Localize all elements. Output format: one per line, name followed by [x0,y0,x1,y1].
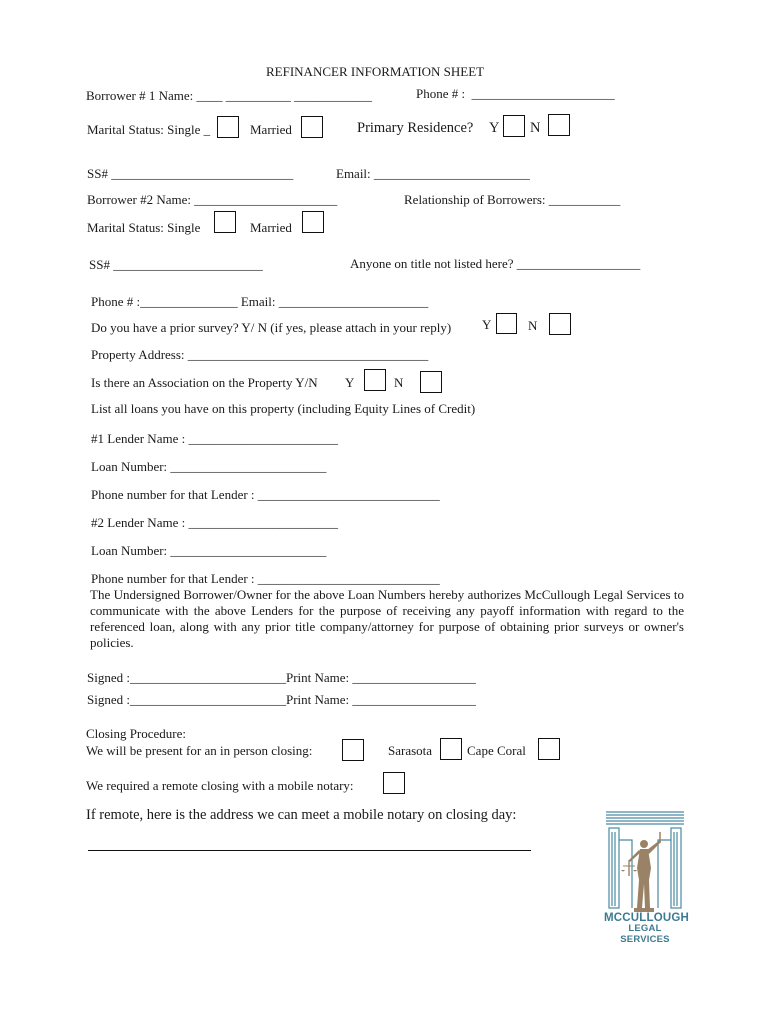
primary-residence-no-checkbox[interactable] [548,114,570,136]
phone1-field[interactable]: Phone # : ______________________ [416,86,615,101]
email1-field[interactable]: Email: ________________________ [336,166,530,181]
marital2-married-label: Married [250,220,292,235]
property-address-field[interactable]: Property Address: _____________________________________ [91,347,429,362]
lender1-name-field[interactable]: #1 Lender Name : _______________________ [91,431,338,446]
association-label: Is there an Association on the Property Y/N [91,375,318,390]
prior-survey-no-label: N [528,318,538,333]
authorization-paragraph: The Undersigned Borrower/Owner for the above Loan Numbers hereby authorizes McCullough Legal Services to communicate with the above Lenders for the purpose of receiving any payoff information with regard to the referenced loan, along with any prior title company/attorney for purpose of obtaining prior surveys or owner's policies. [90,587,684,650]
association-yes-checkbox[interactable] [364,369,386,391]
prior-survey-yes-label: Y [482,317,492,332]
marital1-married-label: Married [250,122,292,137]
logo-subtitle-text: LEGAL SERVICES [620,923,670,945]
borrower1-name-field[interactable]: Borrower # 1 Name: ____ __________ ____________ [86,88,372,103]
prior-survey-yes-checkbox[interactable] [496,313,517,334]
marital2-single-label: Marital Status: Single [87,220,201,235]
remote-closing-checkbox[interactable] [383,772,405,794]
logo-name-text: MCCULLOUGH [604,912,690,924]
association-no-checkbox[interactable] [420,371,442,393]
cape-coral-checkbox[interactable] [538,738,560,760]
marital1-single-label: Marital Status: Single _ [87,122,211,137]
marital1-single-checkbox[interactable] [217,116,239,138]
signature1-field[interactable]: Signed :________________________Print Name: ___________________ [87,670,476,685]
association-yes-label: Y [345,375,355,390]
signature2-field[interactable]: Signed :________________________Print Name: ___________________ [87,692,476,707]
marital2-married-checkbox[interactable] [302,211,324,233]
in-person-closing-checkbox[interactable] [342,739,364,761]
lady-justice-figure [621,832,661,912]
primary-residence-yes-checkbox[interactable] [503,115,525,137]
primary-residence-no-label: N [530,120,541,136]
sarasota-label: Sarasota [388,743,433,758]
prior-survey-label: Do you have a prior survey? Y/ N (if yes, please attach in your reply) [91,320,452,335]
loan1-number-field[interactable]: Loan Number: ________________________ [91,459,327,474]
relationship-field[interactable]: Relationship of Borrowers: ___________ [404,192,621,207]
form-title: REFINANCER INFORMATION SHEET [266,64,485,79]
marital1-married-checkbox[interactable] [301,116,323,138]
phone-email-field[interactable]: Phone # :_______________ Email: _______________________ [91,294,429,309]
list-loans-label: List all loans you have on this property (including Equity Lines of Credit) [91,401,476,416]
ss2-field[interactable]: SS# _______________________ [89,257,263,272]
primary-residence-yes-label: Y [489,120,500,136]
cape-coral-label: Cape Coral [467,743,526,758]
closing-procedure-heading: Closing Procedure: [86,726,187,741]
remote-closing-label: We required a remote closing with a mobile notary: [86,778,354,793]
ss1-field[interactable]: SS# ____________________________ [87,166,294,181]
lender2-phone-field[interactable]: Phone number for that Lender : ____________________________ [91,571,440,586]
remote-address-line[interactable] [88,850,531,851]
remote-address-label: If remote, here is the address we can meet a mobile notary on closing day: [86,807,517,823]
sarasota-checkbox[interactable] [440,738,462,760]
prior-survey-no-checkbox[interactable] [549,313,571,335]
anyone-on-title-field[interactable]: Anyone on title not listed here? ___________________ [350,256,641,271]
borrower2-name-field[interactable]: Borrower #2 Name: ______________________ [87,192,338,207]
lender1-phone-field[interactable]: Phone number for that Lender : ____________________________ [91,487,440,502]
in-person-closing-label: We will be present for an in person closing: [86,743,313,758]
primary-residence-label: Primary Residence? [357,120,474,136]
lender2-name-field[interactable]: #2 Lender Name : _______________________ [91,515,338,530]
marital2-single-checkbox[interactable] [214,211,236,233]
association-no-label: N [394,375,404,390]
loan2-number-field[interactable]: Loan Number: ________________________ [91,543,327,558]
